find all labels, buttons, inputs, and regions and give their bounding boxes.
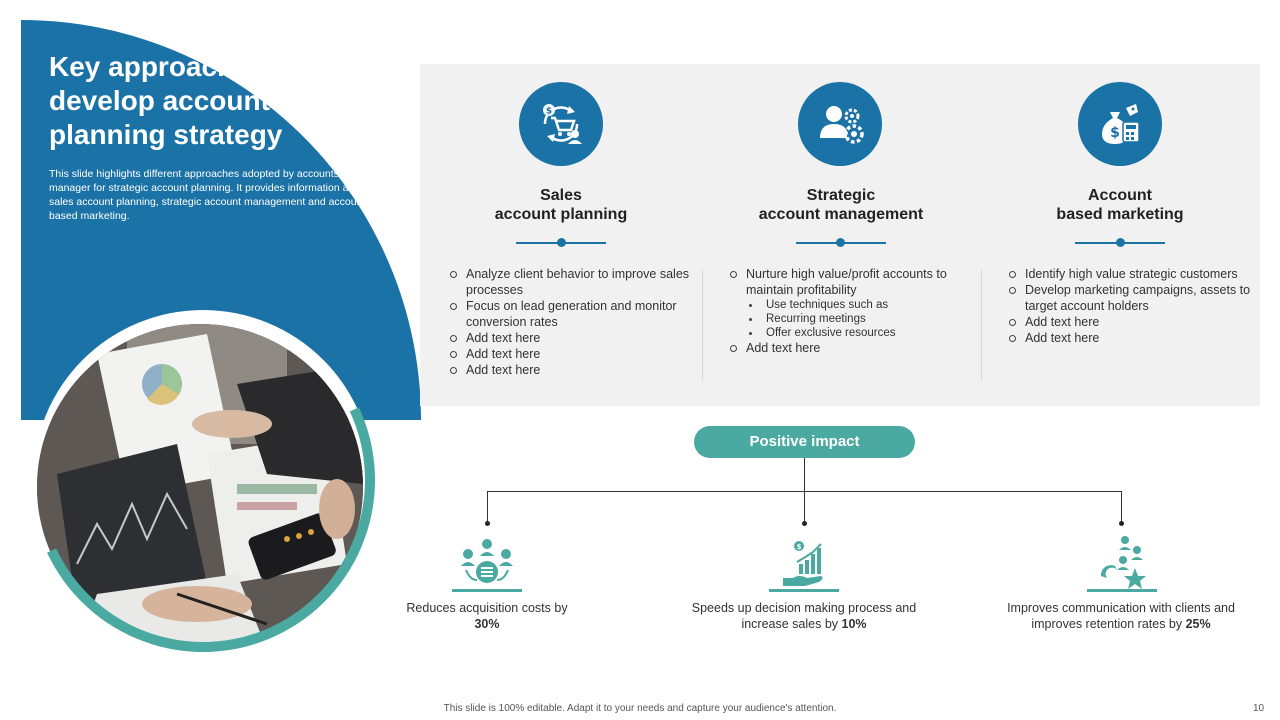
sub-bullet-item: Recurring meetings <box>727 312 977 326</box>
bullet-item: Add text here <box>447 330 697 346</box>
teal-accent-arc <box>0 260 423 701</box>
sub-bullet-item: Use techniques such as <box>727 298 977 312</box>
people-coins-icon <box>452 534 522 594</box>
approach-heading <box>701 186 981 224</box>
tree-connector <box>487 491 488 524</box>
money-bag-calculator-icon <box>1078 82 1162 166</box>
page-number: 10 <box>1253 703 1265 714</box>
impact-text <box>991 600 1251 632</box>
positive-impact-label: Positive impact <box>694 426 915 458</box>
tree-node-dot <box>1119 521 1124 526</box>
svg-text:$: $ <box>545 106 553 117</box>
tree-node-dot <box>485 521 490 526</box>
hand-growth-chart-icon <box>769 534 839 594</box>
slide-title: Key approaches to develop account planning strategy <box>49 51 300 150</box>
tree-connector <box>1121 491 1122 524</box>
bullet-item: Add text here <box>1006 314 1256 330</box>
heading-line-2: account planning <box>494 206 628 223</box>
footer-note: This slide is 100% editable. Adapt it to your needs and capture your audience's attention. <box>443 703 837 714</box>
photo-frame <box>33 310 373 650</box>
magnet-people-icon <box>1087 534 1157 594</box>
icon-baseline <box>1087 589 1157 592</box>
bullet-item: Nurture high value/profit accounts to maintain profitability <box>727 266 977 298</box>
heading-line-2: account management <box>758 206 924 223</box>
user-gears-icon <box>798 82 882 166</box>
tree-node-dot <box>802 521 807 526</box>
divider-dot <box>1116 238 1125 247</box>
divider-dot <box>836 238 845 247</box>
approach-heading <box>980 186 1260 224</box>
heading-line-1: Sales <box>540 187 582 204</box>
icon-baseline <box>452 589 522 592</box>
column-separator <box>702 270 703 380</box>
impact-value: 10% <box>841 617 867 631</box>
impact-value: 25% <box>1185 617 1211 631</box>
bullet-item: Develop marketing campaigns, assets to target account holders <box>1006 282 1256 314</box>
tree-connector <box>487 491 1122 492</box>
impact-text <box>674 600 934 632</box>
bullet-item: Focus on lead generation and monitor conversion rates <box>447 298 697 330</box>
sub-bullet-item: Offer exclusive resources <box>727 326 977 340</box>
approach-heading <box>421 186 701 224</box>
icon-baseline <box>769 589 839 592</box>
svg-text:$: $ <box>1110 125 1120 141</box>
slide-subtitle: This slide highlights different approaches adopted by accounts manager for strategic account planning. It provides information about sales account planning, strategic account management and account based marketing. <box>49 168 369 222</box>
shopping-cart-cycle-icon <box>519 82 603 166</box>
approach-bullets <box>447 266 697 378</box>
heading-line-1: Account <box>1088 187 1152 204</box>
column-separator <box>981 270 982 380</box>
approach-bullets <box>727 266 977 356</box>
impact-value: 30% <box>474 617 500 631</box>
impact-text <box>397 600 577 632</box>
bullet-item: Add text here <box>727 340 977 356</box>
bullet-item: Add text here <box>447 346 697 362</box>
svg-text:$: $ <box>796 543 802 551</box>
bullet-item: Add text here <box>447 362 697 378</box>
bullet-item: Identify high value strategic customers <box>1006 266 1256 282</box>
approach-bullets <box>1006 266 1256 346</box>
bullet-item: Analyze client behavior to improve sales processes <box>447 266 697 298</box>
heading-line-2: based marketing <box>1056 206 1184 223</box>
divider-dot <box>557 238 566 247</box>
impact-description: Speeds up decision making process and increase sales by <box>691 601 917 631</box>
impact-description: Reduces acquisition costs by <box>406 601 568 615</box>
bullet-item: Add text here <box>1006 330 1256 346</box>
heading-line-1: Strategic <box>806 187 876 204</box>
impact-description: Improves communication with clients and improves retention rates by <box>1007 601 1235 631</box>
